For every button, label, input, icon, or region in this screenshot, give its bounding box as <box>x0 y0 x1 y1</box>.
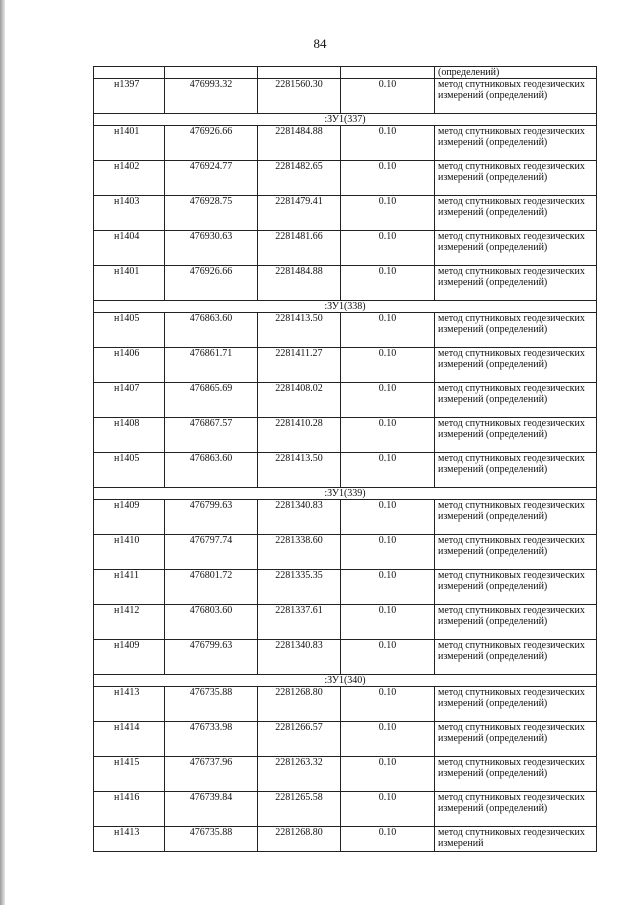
y-coordinate-cell: 2281337.61 <box>258 605 341 640</box>
method-cell: метод спутниковых геодезических измерений (определений) <box>435 161 597 196</box>
y-coordinate-cell: 2281265.58 <box>258 792 341 827</box>
method-cell: метод спутниковых геодезических измерений (определений) <box>435 570 597 605</box>
x-coordinate-cell: 476797.74 <box>165 535 258 570</box>
y-coordinate-cell: 2281340.83 <box>258 500 341 535</box>
method-cell: метод спутниковых геодезических измерений (определений) <box>435 792 597 827</box>
precision-cell: 0.10 <box>341 418 435 453</box>
precision-cell: 0.10 <box>341 605 435 640</box>
x-coordinate-cell: 476867.57 <box>165 418 258 453</box>
section-label: :ЗУ1(340) <box>94 675 597 687</box>
table-row <box>94 792 597 827</box>
y-coordinate-cell: 2281268.80 <box>258 827 341 852</box>
y-coordinate-cell: 2281266.57 <box>258 722 341 757</box>
x-coordinate-cell: 476863.60 <box>165 313 258 348</box>
y-coordinate-cell: 2281413.50 <box>258 453 341 488</box>
method-cell: метод спутниковых геодезических измерений (определений) <box>435 722 597 757</box>
point-id-cell: н1404 <box>94 231 165 266</box>
point-id-cell: н1405 <box>94 453 165 488</box>
empty-cell <box>94 67 165 79</box>
section-label: :ЗУ1(338) <box>94 301 597 313</box>
y-coordinate-cell: 2281335.35 <box>258 570 341 605</box>
precision-cell: 0.10 <box>341 792 435 827</box>
y-coordinate-cell: 2281484.88 <box>258 126 341 161</box>
precision-cell: 0.10 <box>341 687 435 722</box>
section-label: :ЗУ1(337) <box>94 114 597 126</box>
y-coordinate-cell: 2281413.50 <box>258 313 341 348</box>
x-coordinate-cell: 476993.32 <box>165 79 258 114</box>
precision-cell: 0.10 <box>341 79 435 114</box>
point-id-cell: н1409 <box>94 500 165 535</box>
x-coordinate-cell: 476865.69 <box>165 383 258 418</box>
table-row <box>94 453 597 488</box>
table-row <box>94 605 597 640</box>
table-row <box>94 757 597 792</box>
precision-cell: 0.10 <box>341 196 435 231</box>
point-id-cell: н1401 <box>94 266 165 301</box>
page-number: 84 <box>313 36 327 51</box>
precision-cell: 0.10 <box>341 640 435 675</box>
x-coordinate-cell: 476861.71 <box>165 348 258 383</box>
point-id-cell: н1413 <box>94 687 165 722</box>
point-id-cell: н1414 <box>94 722 165 757</box>
precision-cell: 0.10 <box>341 453 435 488</box>
x-coordinate-cell: 476928.75 <box>165 196 258 231</box>
method-cell: метод спутниковых геодезических измерений (определений) <box>435 313 597 348</box>
point-id-cell: н1412 <box>94 605 165 640</box>
table-row <box>94 266 597 301</box>
table-row <box>94 161 597 196</box>
empty-cell <box>258 67 341 79</box>
coordinates-table <box>93 66 597 852</box>
table-row <box>94 313 597 348</box>
table-row <box>94 535 597 570</box>
precision-cell: 0.10 <box>341 161 435 196</box>
x-coordinate-cell: 476799.63 <box>165 500 258 535</box>
x-coordinate-cell: 476863.60 <box>165 453 258 488</box>
precision-cell: 0.10 <box>341 266 435 301</box>
x-coordinate-cell: 476735.88 <box>165 827 258 852</box>
table-row <box>94 126 597 161</box>
point-id-cell: н1406 <box>94 348 165 383</box>
section-header-row <box>94 301 597 313</box>
precision-cell: 0.10 <box>341 722 435 757</box>
method-cell: метод спутниковых геодезических измерений (определений) <box>435 79 597 114</box>
method-cell: метод спутниковых геодезических измерений (определений) <box>435 266 597 301</box>
method-cell: метод спутниковых геодезических измерений (определений) <box>435 500 597 535</box>
method-cell: метод спутниковых геодезических измерений (определений) <box>435 196 597 231</box>
method-cell: метод спутниковых геодезических измерений (определений) <box>435 348 597 383</box>
x-coordinate-cell: 476926.66 <box>165 266 258 301</box>
point-id-cell: н1409 <box>94 640 165 675</box>
table-row <box>94 348 597 383</box>
method-cell: метод спутниковых геодезических измерений (определений) <box>435 126 597 161</box>
empty-cell <box>165 67 258 79</box>
y-coordinate-cell: 2281268.80 <box>258 687 341 722</box>
method-cell: метод спутниковых геодезических измерений (определений) <box>435 640 597 675</box>
precision-cell: 0.10 <box>341 570 435 605</box>
point-id-cell: н1416 <box>94 792 165 827</box>
y-coordinate-cell: 2281340.83 <box>258 640 341 675</box>
point-id-cell: н1413 <box>94 827 165 852</box>
section-header-row <box>94 675 597 687</box>
y-coordinate-cell: 2281484.88 <box>258 266 341 301</box>
point-id-cell: н1403 <box>94 196 165 231</box>
scan-edge-shadow <box>0 0 5 905</box>
x-coordinate-cell: 476930.63 <box>165 231 258 266</box>
point-id-cell: н1411 <box>94 570 165 605</box>
precision-cell: 0.10 <box>341 231 435 266</box>
method-cell: метод спутниковых геодезических измерений (определений) <box>435 605 597 640</box>
precision-cell: 0.10 <box>341 757 435 792</box>
point-id-cell: н1402 <box>94 161 165 196</box>
y-coordinate-cell: 2281410.28 <box>258 418 341 453</box>
table-row <box>94 383 597 418</box>
method-cell: метод спутниковых геодезических измерений (определений) <box>435 453 597 488</box>
y-coordinate-cell: 2281411.27 <box>258 348 341 383</box>
table-row <box>94 79 597 114</box>
x-coordinate-cell: 476924.77 <box>165 161 258 196</box>
table-row <box>94 687 597 722</box>
table-row <box>94 196 597 231</box>
point-id-cell: н1397 <box>94 79 165 114</box>
point-id-cell: н1415 <box>94 757 165 792</box>
method-cell: метод спутниковых геодезических измерений <box>435 827 597 852</box>
x-coordinate-cell: 476733.98 <box>165 722 258 757</box>
table-row <box>94 827 597 852</box>
x-coordinate-cell: 476803.60 <box>165 605 258 640</box>
precision-cell: 0.10 <box>341 827 435 852</box>
table-row <box>94 570 597 605</box>
precision-cell: 0.10 <box>341 348 435 383</box>
section-label: :ЗУ1(339) <box>94 488 597 500</box>
y-coordinate-cell: 2281263.32 <box>258 757 341 792</box>
table-row <box>94 418 597 453</box>
section-header-row <box>94 114 597 126</box>
table-row <box>94 722 597 757</box>
method-cell: метод спутниковых геодезических измерений (определений) <box>435 535 597 570</box>
x-coordinate-cell: 476735.88 <box>165 687 258 722</box>
point-id-cell: н1408 <box>94 418 165 453</box>
empty-cell <box>341 67 435 79</box>
x-coordinate-cell: 476801.72 <box>165 570 258 605</box>
y-coordinate-cell: 2281482.65 <box>258 161 341 196</box>
continuation-row <box>94 67 597 79</box>
table-row <box>94 231 597 266</box>
point-id-cell: н1405 <box>94 313 165 348</box>
x-coordinate-cell: 476737.96 <box>165 757 258 792</box>
point-id-cell: н1410 <box>94 535 165 570</box>
method-cell: (определений) <box>435 67 597 79</box>
table-row <box>94 640 597 675</box>
method-cell: метод спутниковых геодезических измерений (определений) <box>435 383 597 418</box>
x-coordinate-cell: 476799.63 <box>165 640 258 675</box>
y-coordinate-cell: 2281479.41 <box>258 196 341 231</box>
method-cell: метод спутниковых геодезических измерений (определений) <box>435 231 597 266</box>
precision-cell: 0.10 <box>341 500 435 535</box>
table-row <box>94 500 597 535</box>
method-cell: метод спутниковых геодезических измерений (определений) <box>435 418 597 453</box>
precision-cell: 0.10 <box>341 383 435 418</box>
precision-cell: 0.10 <box>341 126 435 161</box>
x-coordinate-cell: 476926.66 <box>165 126 258 161</box>
y-coordinate-cell: 2281560.30 <box>258 79 341 114</box>
y-coordinate-cell: 2281408.02 <box>258 383 341 418</box>
y-coordinate-cell: 2281338.60 <box>258 535 341 570</box>
method-cell: метод спутниковых геодезических измерений (определений) <box>435 687 597 722</box>
x-coordinate-cell: 476739.84 <box>165 792 258 827</box>
precision-cell: 0.10 <box>341 313 435 348</box>
point-id-cell: н1401 <box>94 126 165 161</box>
coordinates-table-body <box>94 67 597 852</box>
precision-cell: 0.10 <box>341 535 435 570</box>
y-coordinate-cell: 2281481.66 <box>258 231 341 266</box>
method-cell: метод спутниковых геодезических измерений (определений) <box>435 757 597 792</box>
section-header-row <box>94 488 597 500</box>
point-id-cell: н1407 <box>94 383 165 418</box>
